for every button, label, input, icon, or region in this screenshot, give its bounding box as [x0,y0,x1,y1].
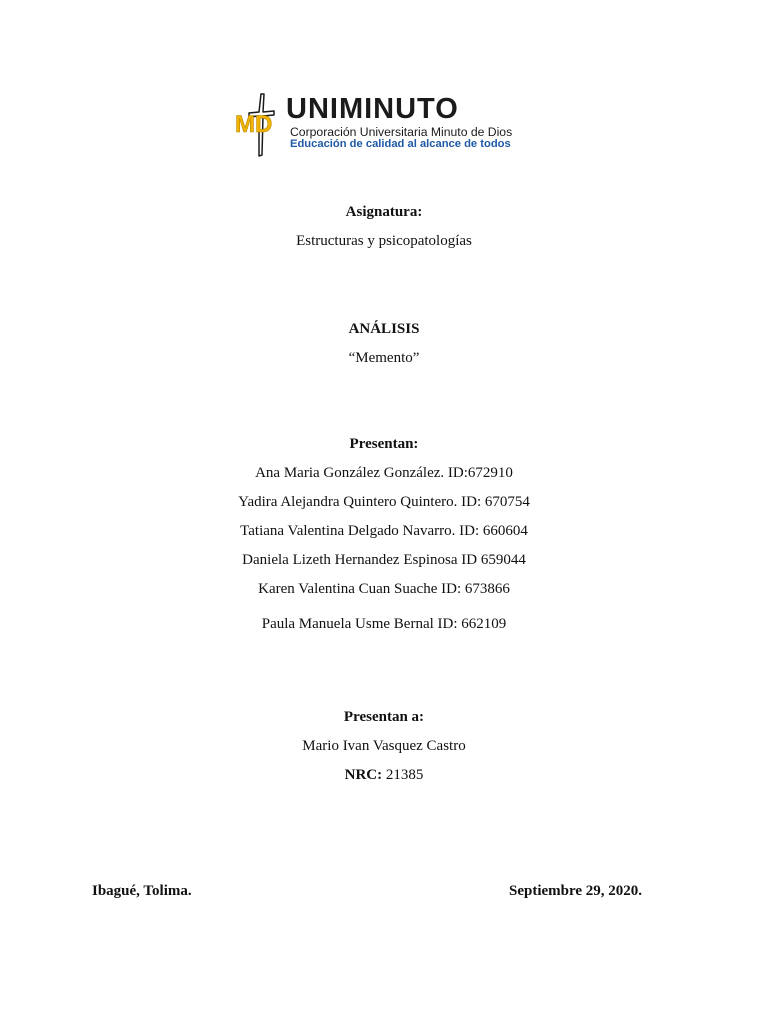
presenter-name: Daniela Lizeth Hernandez Espinosa ID 659044 [242,552,526,568]
recipient-name: Mario Ivan Vasquez Castro [302,738,466,754]
cross-md-emblem-icon [234,92,290,158]
presenter-name: Ana Maria González González. ID:672910 [255,465,513,481]
footer-date: Septiembre 29, 2020. [509,883,643,899]
logo-subtitle: Corporación Universitaria Minuto de Dios [290,125,513,139]
uniminuto-logo [234,92,534,158]
subject-value: Estructuras y psicopatologías [296,233,472,249]
logo-tagline: Educación de calidad al alcance de todos [290,138,511,150]
footer-place: Ibagué, Tolima. [92,883,192,899]
analysis-heading: ANÁLISIS [348,321,420,337]
nrc-line [0,766,768,784]
presenters-heading: Presentan: [349,436,419,452]
presenter-name: Paula Manuela Usme Bernal ID: 662109 [261,616,507,632]
presenter-name: Yadira Alejandra Quintero Quintero. ID: 670754 [238,494,530,510]
nrc-label: NRC: [344,767,383,783]
logo-name: UNIMINUTO [286,93,459,125]
subject-heading: Asignatura: [345,204,423,220]
presenter-name: Karen Valentina Cuan Suache ID: 673866 [258,581,510,597]
presenter-name: Tatiana Valentina Delgado Navarro. ID: 660604 [240,523,528,539]
analysis-title: “Memento” [348,350,420,366]
recipient-heading: Presentan a: [343,709,425,725]
nrc-value: 21385 [382,767,424,783]
logo-mark: MD [235,111,273,138]
